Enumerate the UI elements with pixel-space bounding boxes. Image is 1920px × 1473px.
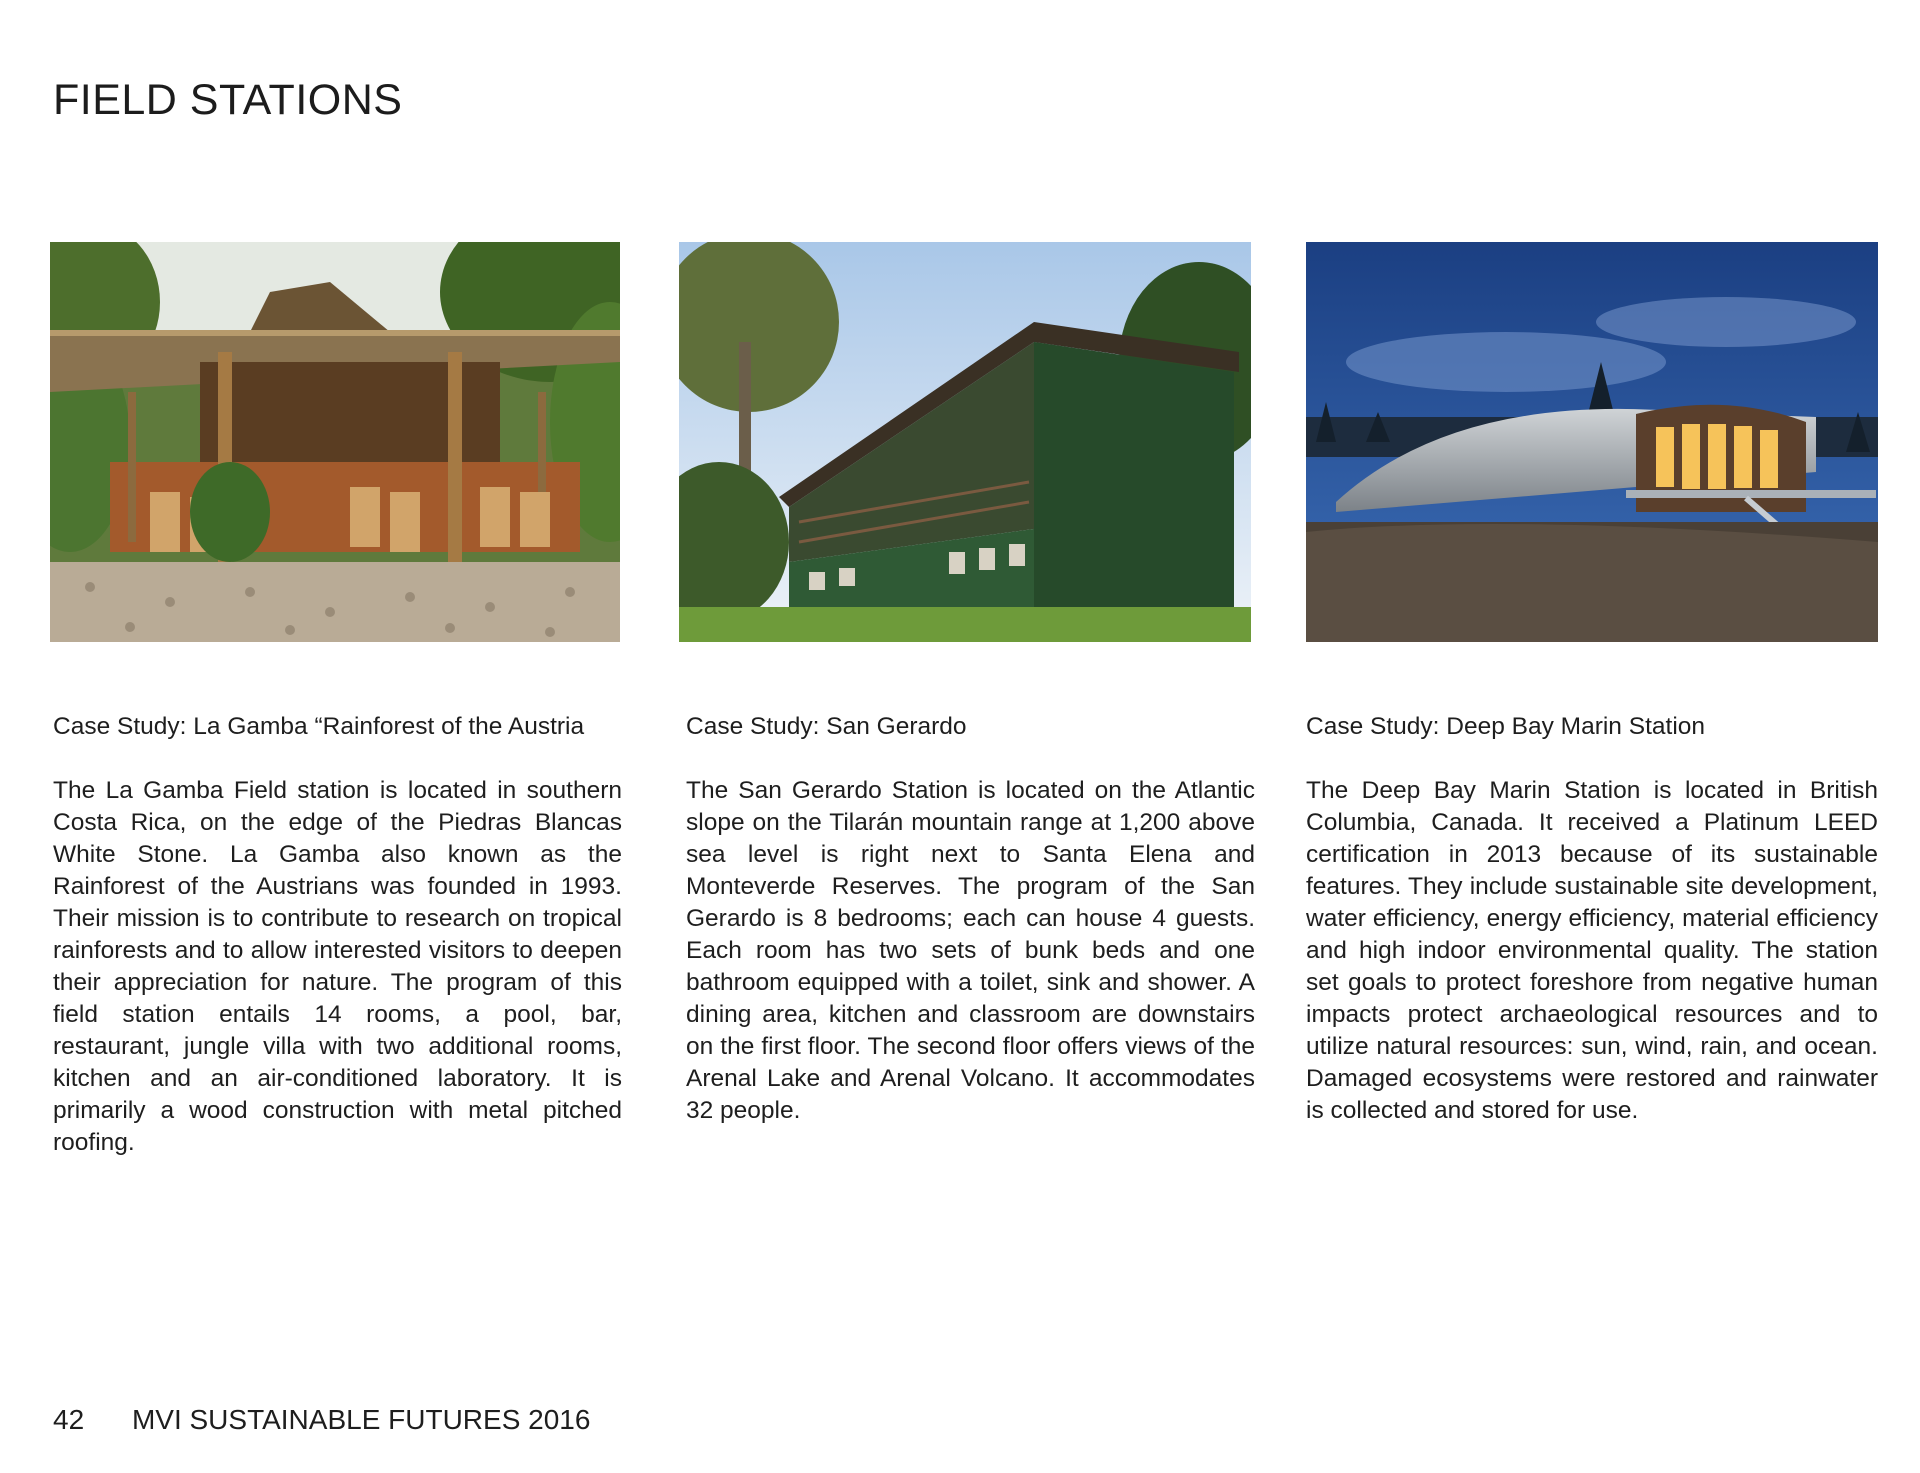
case-study-body: The Deep Bay Marin Station is located in British Columbia, Canada. It received a Platinum LEED certification in 2013 because of its sustainable features. They include sustainable site development, water efficiency, energy efficiency, material efficiency and high indoor environmental quality. The station set goals to protect foreshore from negative human impacts protect archaeological resources and to utilize natural resources: sun, wind, rain, and ocean. Damaged ecosystems were restored and rainwater is collected and stored for use.: [1306, 777, 1878, 1124]
case-study-body: The La Gamba Field station is located in southern Costa Rica, on the edge of the Piedras Blancas White Stone. La Gamba also known as the Rainforest of the Austrians was founded in 1993. Their mission is to contribute to research on tropical rainforests and to allow interested visitors to deepen their appreciation for nature. The program of this field station entails 14 rooms, a pool, bar, restaurant, jungle villa with two additional rooms, kitchen and an air-conditioned laboratory. It is primarily a wood construction with metal pitched roofing.: [53, 777, 622, 1156]
case-study-heading: Case Study: San Gerardo: [686, 713, 967, 740]
case-study-deep-bay: [1306, 711, 1878, 1127]
publication-title: MVI SUSTAINABLE FUTURES 2016: [131, 1404, 591, 1435]
case-study-heading: Case Study: La Gamba “Rainforest of the Austria: [53, 713, 585, 740]
case-study-la-gamba: [53, 711, 622, 1159]
san-gerardo-photo: [679, 242, 1251, 642]
case-study-body: The San Gerardo Station is located on the Atlantic slope on the Tilarán mountain range at 1,200 above sea level is right next to Santa Elena and Monteverde Reserves. The program of the San Gerardo is 8 bedrooms; each can house 4 guests. Each room has two sets of bunk beds and one bathroom equipped with a toilet, sink and shower. A dining area, kitchen and classroom are downstairs on the first floor. The second floor offers views of the Arenal Lake and Arenal Volcano. It accommodates 32 people.: [686, 777, 1255, 1124]
deep-bay-photo: [1306, 242, 1878, 642]
page-footer: [53, 1404, 590, 1436]
la-gamba-photo: [50, 242, 620, 642]
page-number: 42: [53, 1404, 85, 1435]
case-study-san-gerardo: [686, 711, 1255, 1127]
case-study-heading: Case Study: Deep Bay Marin Station: [1306, 713, 1706, 740]
page-title: FIELD STATIONS: [53, 76, 403, 124]
